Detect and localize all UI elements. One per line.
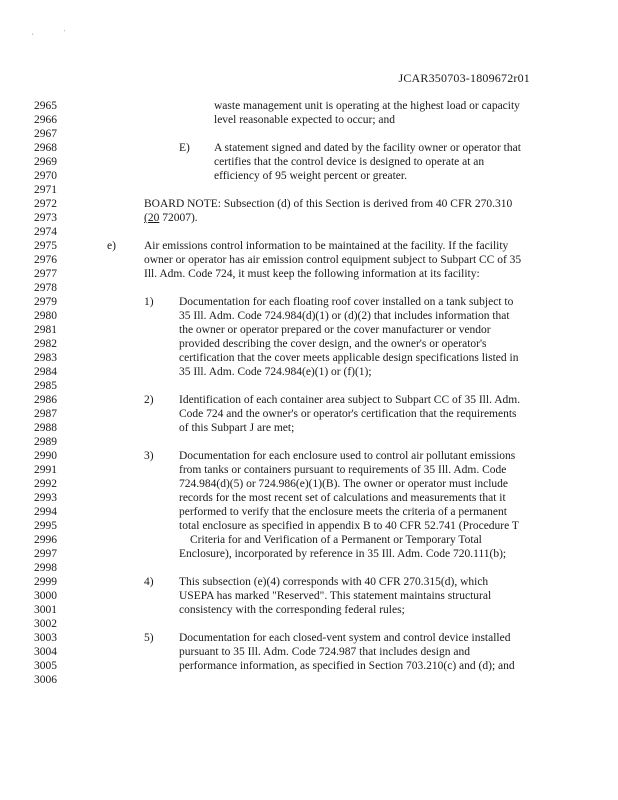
text-line: owner or operator has air emission control equipment subject to Subpart CC of 35 [144, 254, 522, 266]
text-line: consistency with the corresponding federal rules; [179, 604, 405, 616]
text-line: certification that the cover meets applicable design specifications listed in [179, 352, 519, 364]
line-number: 2978 [34, 282, 57, 294]
line-number: 2980 [34, 310, 57, 322]
text-line [144, 212, 198, 225]
item-marker: 1) [144, 296, 154, 308]
line-number: 2995 [34, 520, 57, 532]
subsection-marker: e) [107, 240, 116, 252]
line-number: 2999 [34, 576, 57, 588]
line-number: 2981 [34, 324, 57, 336]
line-number: 2971 [34, 184, 57, 196]
line-number: 2969 [34, 156, 57, 168]
text-line: waste management unit is operating at the highest load or capacity [214, 100, 520, 112]
text-line: Documentation for each floating roof cover installed on a tank subject to [179, 296, 514, 308]
amendment-ref: (20 [144, 212, 160, 224]
text-line: This subsection (e)(4) corresponds with 40 CFR 270.315(d), which [179, 576, 489, 588]
text-line: Criteria for and Verification of a Permanent or Temporary Total [190, 534, 482, 546]
line-number: 2983 [34, 352, 57, 364]
text-line: pursuant to 35 Ill. Adm. Code 724.987 that includes design and [179, 646, 470, 658]
line-number: 2997 [34, 548, 57, 560]
text-line: Documentation for each closed-vent system and control device installed [179, 632, 511, 644]
line-number: 2985 [34, 380, 57, 392]
line-number: 2979 [34, 296, 57, 308]
line-number: 2984 [34, 366, 57, 378]
text-line: the owner or operator prepared or the cover manufacturer or vendor [179, 324, 491, 336]
line-number: 3000 [34, 590, 57, 602]
text-line: level reasonable expected to occur; and [214, 114, 396, 126]
line-number: 3003 [34, 632, 57, 644]
line-number: 2967 [34, 128, 57, 140]
line-number: 2987 [34, 408, 57, 420]
line-number: 2994 [34, 506, 57, 518]
text-line: records for the most recent set of calculations and measurements that it [179, 492, 506, 504]
line-number: 2990 [34, 450, 57, 462]
text-line: Ill. Adm. Code 724, it must keep the following information at its facility: [144, 268, 480, 280]
text-line: certifies that the control device is designed to operate at an [214, 156, 485, 168]
line-number: 2982 [34, 338, 57, 350]
text-line: of this Subpart J are met; [179, 422, 295, 434]
line-number: 2998 [34, 562, 57, 574]
text-line: Enclosure), incorporated by reference in 35 Ill. Adm. Code 720.111(b); [179, 548, 507, 560]
line-number: 2988 [34, 422, 57, 434]
text-line: 35 Ill. Adm. Code 724.984(e)(1) or (f)(1); [179, 366, 372, 378]
text-line: A statement signed and dated by the facility owner or operator that [214, 142, 521, 154]
line-number: 3006 [34, 674, 57, 686]
text-line: Identification of each container area subject to Subpart CC of 35 Ill. Adm. [179, 394, 521, 406]
item-marker: 3) [144, 450, 154, 462]
line-number: 2973 [34, 212, 57, 224]
line-number: 3004 [34, 646, 57, 658]
line-number: 2970 [34, 170, 57, 182]
text-line: 724.984(d)(5) or 724.986(e)(1)(B). The owner or operator must include [179, 478, 509, 490]
line-number: 2974 [34, 226, 57, 238]
scan-artifact: , [32, 30, 34, 36]
document-id: JCAR350703-1809672r01 [398, 71, 530, 85]
item-marker: 5) [144, 632, 154, 644]
line-number: 2966 [34, 114, 57, 126]
text-line: provided describing the cover design, and the owner's or operator's [179, 338, 487, 350]
line-number: 2976 [34, 254, 57, 266]
text-line: performed to verify that the enclosure meets the criteria of a permanent [179, 506, 507, 518]
text-line: 35 Ill. Adm. Code 724.984(d)(1) or (d)(2) that includes information that [179, 310, 510, 322]
line-number: 2996 [34, 534, 57, 546]
text-line: Air emissions control information to be maintained at the facility. If the facility [144, 240, 509, 252]
text-line: total enclosure as specified in appendix B to 40 CFR 52.741 (Procedure T [179, 520, 519, 532]
scan-artifact: ' [64, 30, 66, 36]
text-line: from tanks or containers pursuant to requirements of 35 Ill. Adm. Code [179, 464, 507, 476]
text-line: Code 724 and the owner's or operator's certification that the requirements [179, 408, 517, 420]
text-line: USEPA has marked "Reserved". This statement maintains structural [179, 590, 492, 602]
line-number: 2991 [34, 464, 57, 476]
line-number: 2989 [34, 436, 57, 448]
line-number: 3002 [34, 618, 57, 630]
board-note: BOARD NOTE: Subsection (d) of this Section is derived from 40 CFR 270.310 [144, 198, 513, 210]
amendment-rest: 72007). [159, 212, 198, 224]
line-number: 2965 [34, 100, 57, 112]
line-number: 2968 [34, 142, 57, 154]
text-line: Documentation for each enclosure used to control air pollutant emissions [179, 450, 516, 462]
line-number: 3005 [34, 660, 57, 672]
item-marker: 4) [144, 576, 154, 588]
line-number: 2992 [34, 478, 57, 490]
line-number: 2972 [34, 198, 57, 210]
line-number: 3001 [34, 604, 57, 616]
line-number: 2986 [34, 394, 57, 406]
item-marker: 2) [144, 394, 154, 406]
text-line: performance information, as specified in Section 703.210(c) and (d); and [179, 660, 515, 672]
line-number: 2977 [34, 268, 57, 280]
line-number: 2993 [34, 492, 57, 504]
text-line: efficiency of 95 weight percent or greater. [214, 170, 407, 182]
item-marker: E) [179, 142, 190, 154]
line-number: 2975 [34, 240, 57, 252]
